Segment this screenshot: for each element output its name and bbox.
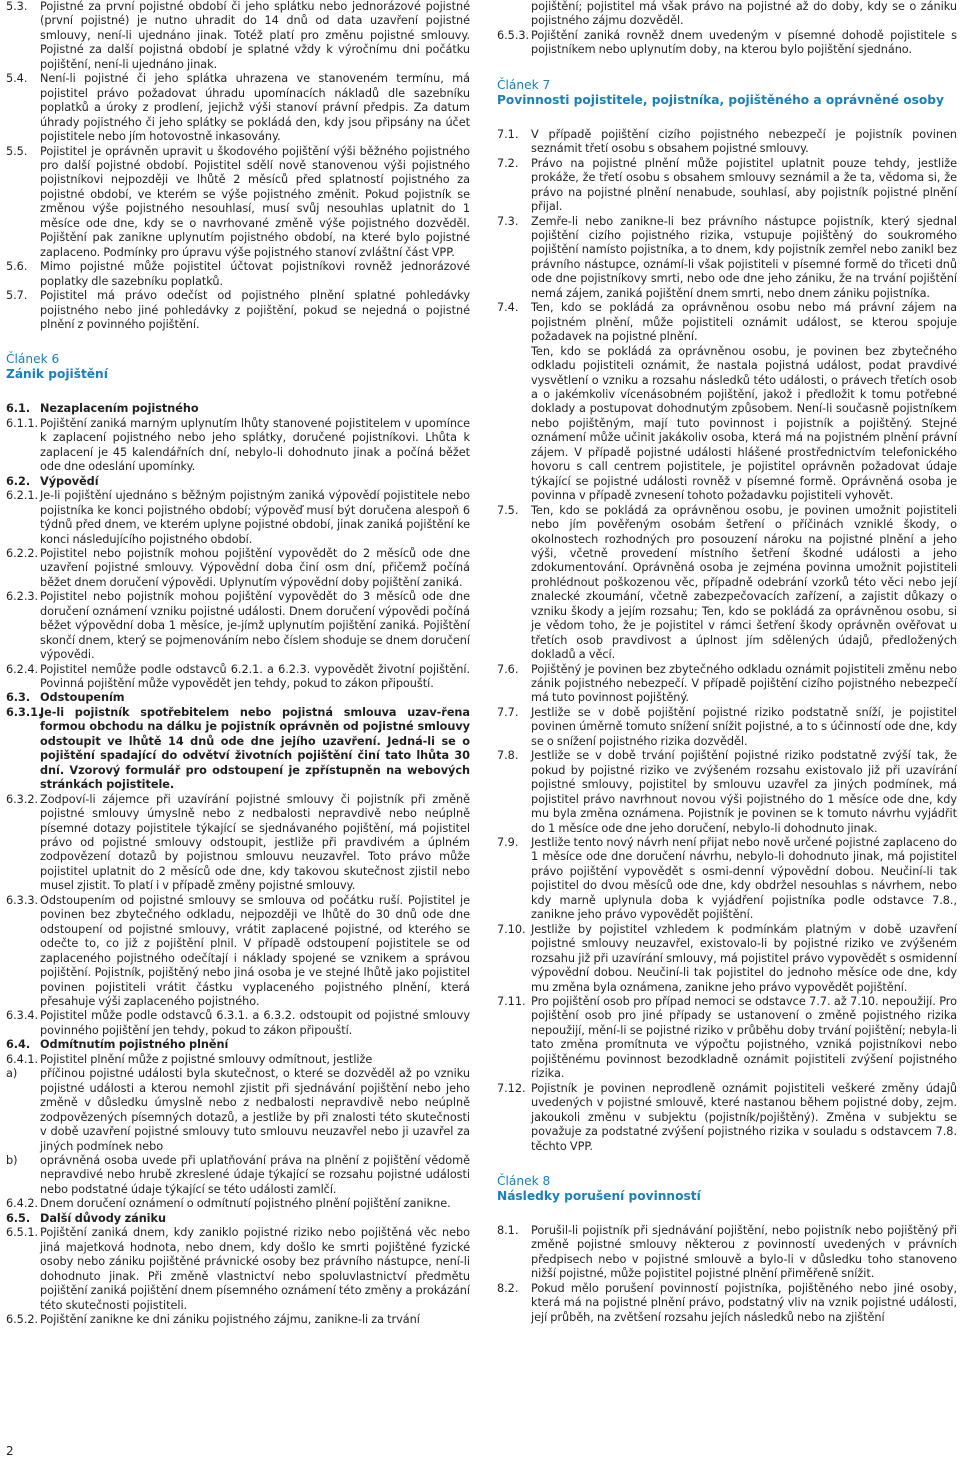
clause-number: 5.3. [6, 0, 28, 13]
article-title: Zánik pojištění [6, 367, 108, 382]
clause-number: b) [6, 1153, 18, 1167]
clause-number: 7.5. [497, 503, 519, 517]
clause-number: 6.1.1. [6, 416, 39, 430]
page-number: 2 [6, 1444, 14, 1458]
article-title: Povinnosti pojistitele, pojistníka, pojištěného a oprávněné osoby [497, 92, 944, 107]
clause [497, 995, 957, 1082]
clause [497, 749, 957, 836]
clause-number: 7.12. [497, 1081, 526, 1095]
clause-number: 6.2.4. [6, 662, 39, 676]
clause-number: 6.5.3. [497, 28, 530, 42]
clause-number: 7.4. [497, 301, 519, 315]
clause-number: 7.2. [497, 156, 519, 170]
clause [6, 417, 470, 475]
article-heading [497, 1174, 957, 1204]
clause-number: 6.5. [6, 1211, 31, 1225]
clause [497, 1224, 957, 1282]
clause-text: Pojistné za první pojistné období či jeho splátku nebo jednorázové pojistné (první pojistné) je nutno uhradit do 14 dnů od data uzavření pojistné smlouvy, není-li ujednáno jinak. Totéž platí pro změnu pojistné smlouvy. Pojistné za další pojistná období je splatné vždy k výročnímu dni počátku pojištění, není-li ujednáno jinak. [40, 0, 470, 71]
clause-text: Pojištěný je povinen bez zbytečného odkladu oznámit pojistiteli změnu nebo zánik pojistného nebezpečí. V případě pojištění cizího pojistného nebezpečí má tuto povinnost pojištěný. [531, 662, 957, 705]
article-label: Článek 7 [497, 77, 551, 92]
clause [497, 0, 957, 29]
article-label: Článek 8 [497, 1173, 551, 1188]
clause [6, 706, 470, 793]
clause-number: 5.7. [6, 289, 28, 303]
clause-text: Pojistitel nebo pojistník mohou pojištění vypovědět do 2 měsíců ode dne uzavření pojistné smlouvy. Výpovědní doba činí osm dní, přičemž počíná běžet dnem doručení výpovědi. Uplynutím výpovědní doby pojištění zaniká. [40, 546, 470, 589]
clause-number: 7.9. [497, 836, 519, 850]
clause [6, 1038, 470, 1052]
clause-text: Ten, kdo se pokládá za oprávněnou osobu, je povinen bez zbytečného odkladu pojistiteli oznámit, že nastala pojistná událost, podat pravdivé vysvětlení o vzniku a rozsahu následků této události, o právech třetích osob a o jakémkoliv vícenásobném pojištění, jakož i předložit k tomu potřebné doklady a postupovat dohodnutým způsobem. Není-li současně pojistníkem nebo pojištěným, mají tuto povinnost i pojistník a pojištěný. Stejné oznámení může učinit jakákoliv osoba, která má na pojistném plnění právní zájem. V případě pojistné události hlášené prostřednictvím telefonického hovoru s call centrem pojistitele, je pojistitel oprávněn požadovat údaje týkající se pojistné události rovněž v písemné formě. Oprávněná osoba je povinna v případě zvnesení tohoto požadavku pojistiteli vyhovět. [531, 344, 957, 503]
clause-text: Právo na pojistné plnění může pojistitel uplatnit pouze tehdy, jestliže prokáže, že třetí osobu s obsahem smlouvy seznámil a že ta, vědoma si, že právo na pojistné plnění nenabude, souhlasí, aby pojistník pojistné plnění přijal. [531, 156, 957, 214]
clause [497, 706, 957, 749]
clause [6, 260, 470, 289]
clause-text: Pro pojištění osob pro případ nemoci se odstavce 7.7. až 7.10. nepoužijí. Pro pojištění osob pro jiné případy se ustanovení o změně pojistného rizika nepoužijí, mění-li se pojistné riziko v průběhu doby trvání pojištění; nebyla-li tato změna promítnuta ve výpočtu pojistného, vzniká pojistníkovi nebo pojištěnému povinnost bezodkladně oznámit pojistiteli zvýšení pojistného rizika. [531, 995, 957, 1081]
clause-number: 6.3.4. [6, 1009, 39, 1023]
clause-number: 6.2.2. [6, 546, 39, 560]
clause-text: V případě pojištění cizího pojistného nebezpečí je pojistník povinen seznámit třetí osobu s obsahem pojistné smlouvy. [531, 127, 957, 156]
clause-text: Pojistitel nemůže podle odstavců 6.2.1. a 6.2.3. vypovědět životní pojištění. Povinná pojištění může vypovědět jen tehdy, pokud to zákon připouští. [40, 662, 470, 691]
clause-number: 8.1. [497, 1223, 519, 1237]
clause-number: 5.4. [6, 72, 28, 86]
clause-number: 7.6. [497, 662, 519, 676]
clause [6, 1226, 470, 1313]
article-heading [6, 352, 470, 382]
clause-text: Dnem doručení oznámení o odmítnutí pojistného plnění pojištění zanikne. [40, 1197, 451, 1211]
clause-number: 7.8. [497, 749, 519, 763]
clause [6, 691, 470, 705]
clause-text: Pojištění zaniká rovněž dnem uvedeným v písemné dohodě pojistitele s pojistníkem nebo uplynutím doby, na kterou bylo pojištění sjednáno. [531, 28, 957, 57]
clause [497, 301, 957, 344]
clause-text: Pojistník je povinen neprodleně oznámit pojistiteli veškeré změny údajů uvedených v pojistné smlouvě, které nastanou během pojistné doby, zejm. jakoukoli změnu v subjektu (pojistník/pojištěný). Změna v subjektu se považuje za podstatné zvýšení pojistného rizika v souladu s odstavcem 7.8. těchto VPP. [531, 1081, 957, 1153]
clause-text: Jestliže by pojistitel vzhledem k podmínkám platným v době uzavření pojistné smlouvy neuzavřel, existovalo-li by pojistné riziko ve zvýšeném rozsahu již při uzavírání smlouvy, má pojistitel právo vypovědět s osmidenní výpovědní dobou. Neučiní-li tak pojistitel do jednoho měsíce ode dne, kdy mu změna byla oznámena, zanikne jeho právo vypovědět pojištění. [531, 922, 957, 994]
clause-number: 6.3. [6, 691, 31, 705]
clause [6, 793, 470, 894]
clause [6, 475, 470, 489]
article-heading [497, 78, 957, 108]
clause-text: příčinou pojistné události byla skutečnost, o které se dozvěděl až po vzniku pojistné události a kterou nemohl zjistit při sjednávání pojištění nebo jeho změně v důsledku úmyslně nebo z nedbalosti nepravdivě nebo neúplně zodpovězených písemných dotazů, a jestliže by při znalosti této skutečnosti v době uzavření pojistné smlouvy tuto smlouvu neuzavřel nebo ji uzavřel za jiných podmínek nebo [40, 1067, 470, 1153]
clause-text: Ten, kdo se pokládá za oprávněnou osobu nebo má právní zájem na pojistném plnění, může pojistiteli oznámit událost, se kterou spojuje požadavek na pojistné plnění. [531, 301, 957, 344]
clause [497, 504, 957, 663]
clause-number: 5.6. [6, 260, 28, 274]
clause-text: Porušil-li pojistník při sjednávání pojištění, nebo pojistník nebo pojištěný při změně pojistné smlouvy některou z povinností uvedených v právních předpisech nebo v pojistné smlouvě a bylo-li v důsledku toho stanoveno nižší pojistné, může pojistitel pojistné plnění přiměřeně snížit. [531, 1223, 957, 1281]
clause-text: pojištění; pojistitel má však právo na pojistné až do doby, kdy se o zániku pojistného zájmu dozvěděl. [531, 0, 957, 28]
clause [6, 1154, 470, 1197]
clause-text: Zodpoví-li zájemce při uzavírání pojistné smlouvy či pojistník při změně pojistné smlouvy úmyslně nebo z nedbalosti nepravdivě nebo neúplně písemné dotazy pojistitele týkající se sjednávaného pojištění, má pojistitel právo od pojistné smlouvy odstoupit, jestliže při pravdivém a úplném zodpovězení dotazů by pojistnou smlouvu neuzavřel. Toto právo může pojistitel uplatnit do 2 měsíců ode dne, kdy takovou skutečnost zjistil nebo musel zjistit. To platí i v případě změny pojistné smlouvy. [40, 792, 470, 893]
clause-text: Odmítnutím pojistného plnění [40, 1038, 229, 1052]
right-column [497, 0, 957, 1325]
clause-number: 7.11. [497, 995, 526, 1008]
clause-text: Není-li pojistné či jeho splátka uhrazena ve stanoveném termínu, má pojistitel právo požadovat úhradu upomínacích nákladů dle sazebníku poplatků a úroky z prodlení, jejichž výši stanoví právní předpis. Za datum úhrady pojistného či jeho splátky se pokládá den, kdy jsou připsány na účet pojistitele nebo jím hotovostně inkasovány. [40, 72, 470, 144]
clause [6, 1053, 470, 1067]
clause [497, 1082, 957, 1154]
clause-text: Zemře-li nebo zanikne-li bez právního nástupce pojistník, který sjednal pojištění cizího pojistného rizika, vstupuje pojištěný do soukromého pojištění namísto pojistníka, a to dnem, kdy pojistník zemřel nebo zanikl bez právního nástupce, oznámí-li však pojistiteli v písemné formě do třiceti dnů ode dne pojistníkovy smrti, nebo ode dne jeho zániku, že na trvání pojištění nemá zájem, zaniká pojištění dnem smrti, nebo dnem zániku pojistníka. [531, 214, 957, 300]
clause [6, 894, 470, 1010]
clause-number: 6.5.1. [6, 1226, 39, 1240]
clause-number: 5.5. [6, 144, 28, 158]
clause-text: Pojištění zanikne ke dni zániku pojistného zájmu, zanikne-li za trvání [40, 1312, 420, 1326]
clause-text: Pojištění zaniká marným uplynutím lhůty stanovené pojistitelem v upomínce k zaplacení pojistného nebo jeho splátky, doručené pojistníkovi. Lhůta k zaplacení je 45 kalendářních dní, nebylo-li dohodnuto jinak a počíná běžet ode dne odeslání upomínky. [40, 416, 470, 474]
left-column [6, 0, 470, 1327]
article-label: Článek 6 [6, 352, 60, 367]
clause-text: Odstoupením od pojistné smlouvy se smlouva od počátku ruší. Pojistitel je povinen bez zbytečného odkladu, nejpozději ve lhůtě do 30 dnů ode dne odstoupení od pojistné smlouvy, vrátit zaplacené pojistné, od kterého se odečte to, co již z pojištění plnil. V případě odstoupení pojistitele se od zaplaceného pojistného odečítají i náklady spojené se vznikem a správou pojištění. Pojistník, pojištěný nebo jiná osoba je ve stejné lhůtě jako pojistitel povinen pojistiteli vrátit částku vyplaceného pojistného plnění, která přesahuje výši zaplaceného pojistného. [40, 893, 470, 1008]
clause-text: Pojištění zaniká dnem, kdy zaniklo pojistné riziko nebo pojištěná věc nebo jiná majetková hodnota, nebo dnem, kdy došlo ke smrti pojištěné fyzické osoby nebo zániku pojištěné právnické osoby bez právního nástupce, není-li dohodnuto jinak. Při změně vlastnictví nebo spoluvlastnictví předmětu pojištění zaniká pojištění dnem písemného oznámení této změny a prokázání této skutečnosti pojistiteli. [40, 1226, 470, 1312]
clause [6, 1009, 470, 1038]
clause-number: 7.1. [497, 127, 519, 141]
clause-number: 6.2. [6, 474, 31, 488]
clause-text: Jestliže tento nový návrh není přijat nebo nově určené pojistné zaplaceno do 1 měsíce ode dne doručení návrhu, nebylo-li dohodnuto jinak, má pojistitel právo pojištění vypovědět s osmi-denní výpovědní dobou. Neučiní-li tak pojistitel do dvou měsíců ode dne, kdy obdržel nesouhlas s návrhem, nebo kdy marně uplynula doba k vyjádření pojistníka podle odstavce 7.8., zanikne jeho právo vypovědět pojištění. [531, 836, 957, 922]
clause-number: 6.2.3. [6, 590, 39, 604]
clause-text: Výpovědí [40, 474, 99, 488]
clause [6, 1067, 470, 1154]
clause-text: Ten, kdo se pokládá za oprávněnou osobu, je povinen umožnit pojistiteli nebo jím pověřeným osobám šetření o příčinách vzniklé škody, o okolnostech rozhodných pro posouzení nároku na pojistné plnění a jeho výši, včetně provedení místního šetření škodné události a jeho zdokumentování. Oprávněná osoba je zejména povinna umožnit pojistiteli prohlédnout poškozenou věc, případně odebrání vzorků této věci nebo její znalecké zkoumání, včetně zabezpečovacích zařízení, a zajistit důkazy o vzniku škody a jejím rozsahu; Ten, kdo se pokládá za oprávněnou osobu, si je vědom toho, že je pojistitel v rámci šetření škody oprávněn ověřovat u třetích osob pravdivost a úplnost jím sdělených údajů, předložených dokladů a věcí. [531, 503, 957, 662]
clause-number: 6.3.2. [6, 792, 39, 806]
clause-number: 6.3.1. [6, 705, 43, 719]
clause [497, 663, 957, 706]
clause-text: oprávněná osoba uvede při uplatňování práva na plnění z pojištění vědomě nepravdivé nebo hrubě zkreslené údaje týkající se rozsahu pojistné události nebo podstatné údaje týkající se této události zamlčí. [40, 1153, 470, 1196]
clause-text: Odstoupením [40, 691, 125, 705]
clause-number: 6.4.2. [6, 1197, 39, 1211]
clause-text: Mimo pojistné může pojistitel účtovat pojistníkovi rovněž jednorázové poplatky dle sazebníku poplatků. [40, 260, 470, 288]
clause-number: 8.2. [497, 1281, 519, 1295]
clause-text: Jestliže se v době pojištění pojistné riziko podstatně sníží, je pojistitel povinen úměrně tomuto snížení snížit pojistné, a to s účinností ode dne, kdy se o snížení pojistného rizika dozvěděl. [531, 705, 957, 748]
article-title: Následky porušení povinností [497, 1188, 701, 1203]
clause [6, 489, 470, 547]
clause [497, 29, 957, 58]
clause [497, 923, 957, 995]
clause [6, 1197, 470, 1211]
clause [6, 590, 470, 662]
clause [6, 289, 470, 332]
clause-number: a) [6, 1067, 18, 1081]
clause-text: Pojistitel má právo odečíst od pojistného plnění splatné pohledávky pojistného nebo jiné pohledávky z pojištění, pokud se nejedná o pojistné plnění z povinného pojištění. [40, 289, 470, 331]
clause-text: Jestliže se v době trvání pojištění pojistné riziko podstatně zvýší tak, že pokud by pojistné riziko ve zvýšeném rozsahu existovalo již při uzavírání pojistné smlouvy, pojistitel by smlouvu uzavřel za jiných podmínek, má pojistitel právo navrhnout novou výši pojistného do 1 měsíce ode dne, kdy mu byla změna oznámena. Pojistník je povinen se k tomuto návrhu vyjádřit do 1 měsíce ode dne jeho doručení, nebylo-li dohodnuto jinak. [531, 749, 957, 835]
clause [6, 1212, 470, 1226]
clause-number: 7.3. [497, 214, 519, 228]
clause-number: 7.10. [497, 922, 526, 936]
clause [497, 345, 957, 504]
clause-number: 6.3.3. [6, 893, 39, 907]
clause [6, 547, 470, 590]
clause-number: 6.4. [6, 1038, 31, 1052]
clause-text: Pojistitel může podle odstavců 6.3.1. a 6.3.2. odstoupit od pojistné smlouvy povinného pojištění jen tehdy, pokud to zákon připouští. [40, 1009, 470, 1037]
clause [6, 402, 470, 416]
clause [6, 1313, 470, 1327]
clause [497, 1282, 957, 1325]
clause [6, 663, 470, 692]
clause-text: Pojistitel nebo pojistník mohou pojištění vypovědět do 3 měsíců ode dne doručení oznámení vzniku pojistné události. Dnem doručení výpovědi počíná běžet výpovědní doba 1 měsíce, je-jímž uplynutím pojištění zaniká. Pojištění skončí dnem, který se pojmenováním nebo číslem shoduje se dnem doručení výpovědi. [40, 590, 470, 662]
clause-number: 6.4.1. [6, 1052, 39, 1066]
clause-text: Pojistitel plnění může z pojistné smlouvy odmítnout, jestliže [40, 1052, 373, 1066]
clause [6, 72, 470, 144]
clause-text: Je-li pojistník spotřebitelem nebo pojistná smlouva uzav-řena formou obchodu na dálku je pojistník oprávněn od pojistné smlouvy odstoupit ve lhůtě 14 dnů ode dne jejího uzavření. Jedná-li se o pojištění spadající do odvětví životních pojištění činí tato lhůta 30 dní. Vzorový formulář pro odstoupení je zpřístupněn na webových stránkách pojistitele. [40, 705, 470, 792]
clause-text: Další důvody zániku [40, 1211, 166, 1225]
clause [497, 215, 957, 302]
clause-text: Je-li pojištění ujednáno s běžným pojistným zaniká výpovědí pojistitele nebo pojistníka ke konci pojistného období; výpověď musí být doručena alespoň 6 týdnů před dnem, ve kterém uplyne pojistné období, jinak zaniká pojištění ke konci následujícího pojistného období. [40, 489, 470, 546]
clause [6, 145, 470, 261]
clause-number: 6.5.2. [6, 1312, 39, 1326]
clause [497, 128, 957, 157]
clause-number: 6.1. [6, 402, 31, 416]
clause [6, 0, 470, 72]
clause-number: 6.2.1. [6, 489, 39, 503]
clause-number: 7.7. [497, 705, 519, 719]
clause [497, 157, 957, 215]
clause-text: Nezaplacením pojistného [40, 402, 199, 416]
clause [497, 836, 957, 923]
clause-text: Pokud mělo porušení povinností pojistníka, pojištěného nebo jiné osoby, která má na pojistné plnění právo, podstatný vliv na vznik pojistné události, její průběh, na zvětšení rozsahu jejích následků nebo na zjištění [531, 1281, 957, 1324]
clause-text: Pojistitel je oprávněn upravit u škodového pojištění výši běžného pojistného pro další pojistné období. Pojistitel sdělí nově stanovenou výši pojistného pojistníkovi nejpozději ve lhůtě 2 měsíců před splatností pojistného za pojistné období, ve kterém se výše pojistného změnit. Pokud pojistník se změnou výše pojistného nesouhlasí, musí svůj nesouhlas uplatnit do 1 měsíce ode dne, kdy se o navrhované změně výše pojistného dozvěděl. Pojištění pak zanikne uplynutím pojistného období, na které bylo pojistné zaplaceno. Podmínky pro úpravu výše pojistného stanoví zvláštní část VPP. [40, 144, 470, 259]
